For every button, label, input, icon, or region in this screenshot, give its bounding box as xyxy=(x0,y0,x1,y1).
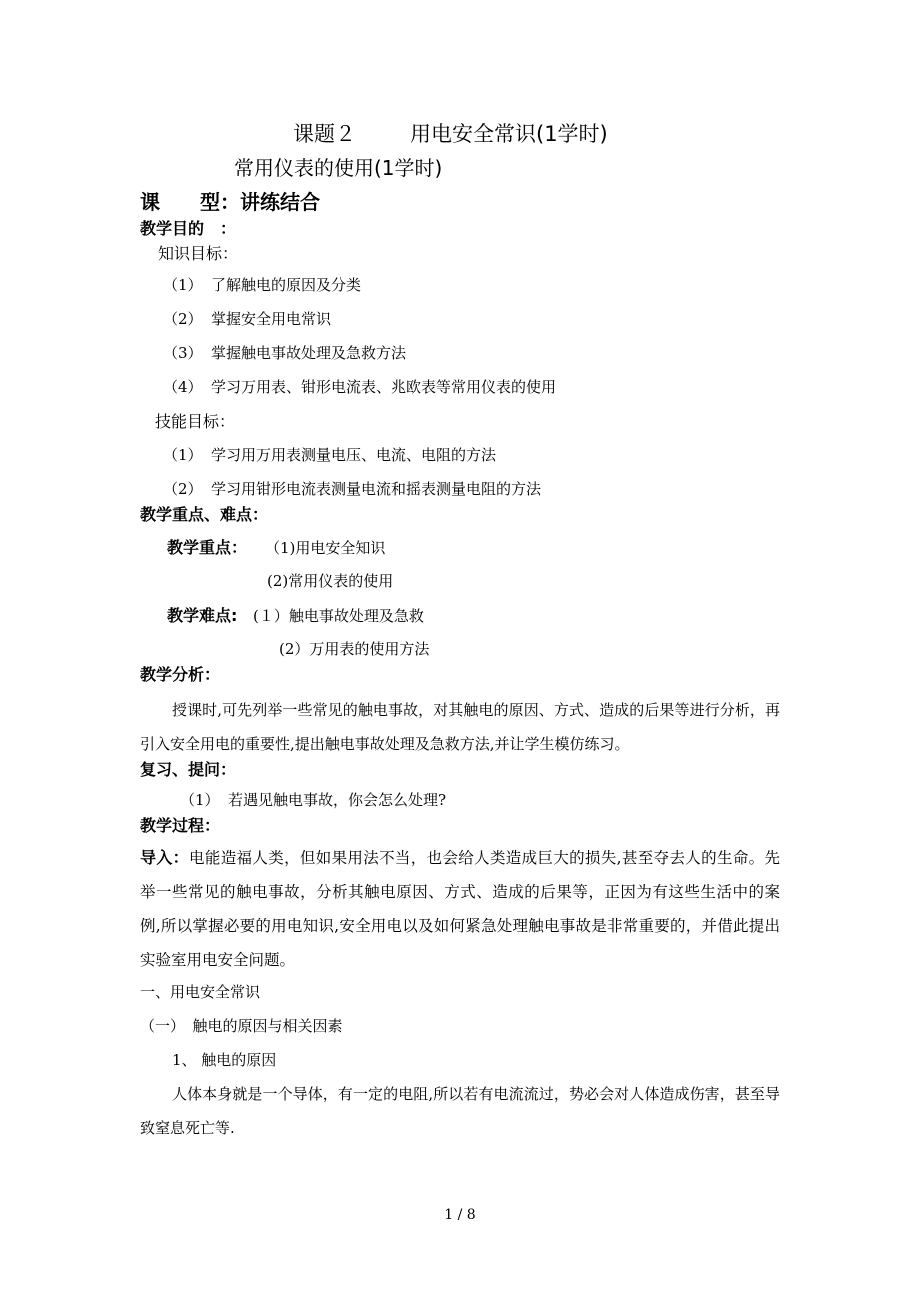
skill-item-text: 学习用钳形电流表测量电流和摇表测量电阻的方法 xyxy=(211,480,542,498)
knowledge-item-num: （1） xyxy=(163,276,203,294)
knowledge-item-num: （4） xyxy=(163,378,203,396)
focus-item-2: (2)常用仪表的使用 xyxy=(267,572,394,590)
intro-label: 导入： xyxy=(140,848,190,867)
intro-paragraph xyxy=(140,841,780,977)
lesson-type-value: 讲练结合 xyxy=(240,190,320,214)
section-heading: 一、用电安全常识 xyxy=(140,983,261,1001)
intro-text: 电能造福人类，但如果用法不当，也会给人类造成巨大的损失,甚至夺去人的生命。先举一些常见的触电事故，分析其触电原因、方式、造成的后果等，正因为有这些生活中的案例,所以掌握必要的用电知识,安全用电以及如何紧急处理触电事故是非常重要的，并借此提出实验室用电安全问题。 xyxy=(140,849,780,969)
objectives-heading: 教学目的 ： xyxy=(140,219,237,238)
skill-item-num: （1） xyxy=(163,446,203,464)
knowledge-item-text: 掌握触电事故处理及急救方法 xyxy=(211,344,407,362)
focus-item-1: （1)用电安全知识 xyxy=(265,539,386,557)
page-number: 1 / 8 xyxy=(444,1207,476,1223)
knowledge-heading: 知识目标： xyxy=(158,244,239,263)
key-points-heading: 教学重点、难点： xyxy=(140,505,269,524)
difficulty-item-1: (１）触电事故处理及急救 xyxy=(253,607,424,625)
title-topic-1: 用电安全常识(1学时) xyxy=(410,122,608,146)
knowledge-item-text: 了解触电的原因及分类 xyxy=(211,276,362,294)
knowledge-item-num: （3） xyxy=(163,344,203,362)
skill-item xyxy=(163,478,541,499)
lesson-type-label: 课 型： xyxy=(140,190,240,214)
item-paragraph: 人体本身就是一个导体，有一定的电阻,所以若有电流流过，势必会对人体造成伤害，甚至导致窒息死亡等. xyxy=(140,1085,780,1137)
difficulty-item-2: (2）万用表的使用方法 xyxy=(279,640,430,658)
analysis-heading: 教学分析： xyxy=(140,665,221,684)
lesson-type xyxy=(140,186,320,215)
subsection-heading: （一） 触电的原因与相关因素 xyxy=(140,1017,343,1035)
knowledge-item-num: （2） xyxy=(163,310,203,328)
knowledge-item xyxy=(163,342,406,363)
skill-item-text: 学习用万用表测量电压、电流、电阻的方法 xyxy=(211,446,497,464)
skill-heading: 技能目标： xyxy=(155,412,236,431)
difficulty-label: 教学难点: xyxy=(167,606,238,625)
focus-label: 教学重点： xyxy=(167,538,248,557)
skill-item-num: （2） xyxy=(163,480,203,498)
title-topic-2: 常用仪表的使用(1学时) xyxy=(234,156,443,180)
process-heading: 教学过程： xyxy=(140,816,221,835)
review-heading: 复习、提问： xyxy=(140,760,237,779)
review-question-num: （1） xyxy=(180,791,220,809)
review-question-text: 若遇见触电事故，你会怎么处理? xyxy=(228,791,447,809)
knowledge-item xyxy=(163,274,361,295)
analysis-paragraph: 授课时,可先列举一些常见的触电事故，对其触电的原因、方式、造成的后果等进行分析，再引入安全用电的重要性,提出触电事故处理及急救方法,并让学生模仿练习。 xyxy=(140,701,780,753)
knowledge-item xyxy=(163,376,556,397)
review-question xyxy=(180,789,446,810)
knowledge-item xyxy=(163,308,331,329)
title-topic-number: 课题２ xyxy=(293,122,356,146)
skill-item xyxy=(163,444,496,465)
item-heading: 1、 触电的原因 xyxy=(172,1051,277,1069)
knowledge-item-text: 掌握安全用电常识 xyxy=(211,310,332,328)
knowledge-item-text: 学习万用表、钳形电流表、兆欧表等常用仪表的使用 xyxy=(211,378,557,396)
